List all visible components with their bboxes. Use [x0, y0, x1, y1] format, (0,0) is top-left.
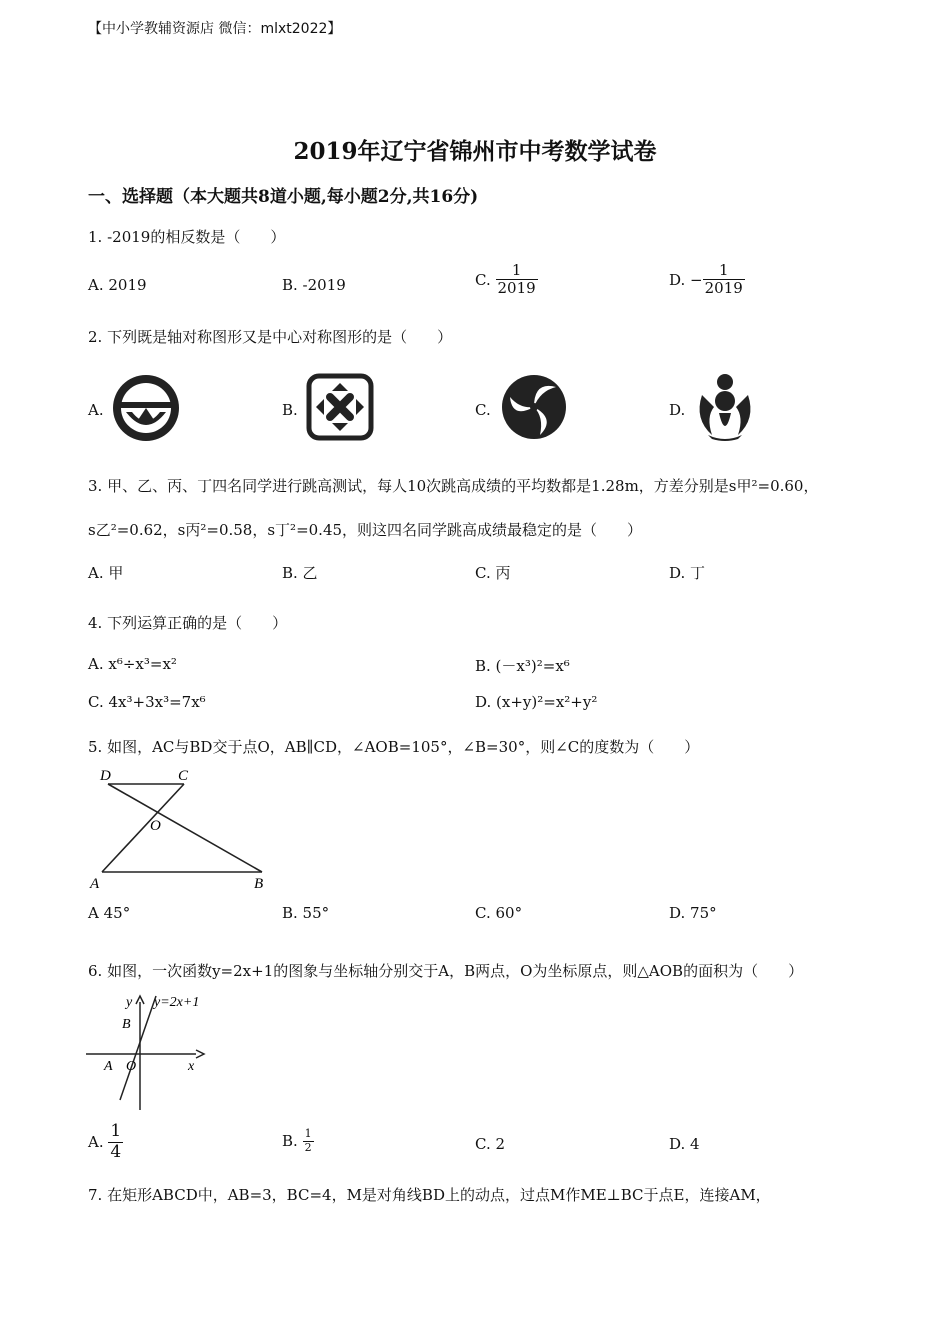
question-1: 1. -2019的相反数是（ ）	[88, 228, 286, 246]
question-6: 6. 如图，一次函数y=2x+1的图象与坐标轴分别交于A，B两点，O为坐标原点，则△AOB的面积为（ ）	[88, 962, 804, 980]
q6-label-o: O	[126, 1059, 137, 1074]
q2-option-d-label: D.	[669, 401, 686, 419]
q6-label-y-axis: y	[126, 995, 133, 1010]
q1-option-c: C. $\frac{1}{2019}$	[475, 261, 536, 298]
q1-option-a: A. 2019	[88, 276, 147, 294]
q6-option-d: D. 4	[669, 1135, 700, 1153]
q6-figure	[84, 990, 214, 1114]
question-5: 5. 如图，AC与BD交于点O，AB∥CD，∠AOB=105°，∠B=30°，则∠C的度数为（ ）	[88, 738, 700, 756]
q5-label-b: B	[254, 876, 264, 892]
q5-figure	[86, 764, 276, 892]
q4-option-c: C. 4x³+3x³=7x⁶	[88, 693, 206, 711]
question-3-line-2: s乙²=0.62，s丙²=0.58，s丁²=0.45，则这四名同学跳高成绩最稳定的是（ ）	[88, 521, 643, 539]
q5-option-a: A 45°	[88, 904, 131, 922]
q3-option-d: D. 丁	[669, 564, 706, 582]
q5-label-a: A	[90, 876, 100, 892]
q5-option-b: B. 55°	[282, 904, 330, 922]
q5-label-c: C	[178, 768, 189, 784]
q3-option-c: C. 丙	[475, 564, 511, 582]
q6-label-b: B	[122, 1017, 131, 1032]
q2-option-c-label: C.	[475, 401, 491, 419]
question-2: 2. 下列既是轴对称图形又是中心对称图形的是（ ）	[88, 328, 453, 346]
q2-figure-b	[306, 373, 374, 441]
q2-figure-d	[692, 373, 758, 443]
page-title: 2019年辽宁省锦州市中考数学试卷	[293, 138, 657, 165]
question-4: 4. 下列运算正确的是（ ）	[88, 614, 288, 632]
q6-label-a: A	[104, 1059, 113, 1074]
q1-option-b: B. -2019	[282, 276, 346, 294]
section-heading: 一、选择题（本大题共8道小题,每小题2分,共16分)	[88, 187, 479, 207]
q2-option-b-label: B.	[282, 401, 298, 419]
q4-option-d: D. (x+y)²=x²+y²	[475, 693, 598, 711]
q3-option-a: A. 甲	[88, 564, 124, 582]
page-header: 【中小学教辅资源店 微信：mlxt2022】	[88, 21, 342, 37]
q6-label-function: y=2x+1	[154, 995, 200, 1010]
q6-label-x-axis: x	[188, 1059, 195, 1074]
q1-option-d: D. − $\frac{1}{2019}$	[669, 261, 743, 298]
q6-option-c: C. 2	[475, 1135, 506, 1153]
q6-option-a: A. $\frac{1}{4}$	[88, 1121, 122, 1162]
q2-figure-c	[500, 373, 568, 441]
question-3-line-1: 3. 甲、乙、丙、丁四名同学进行跳高测试，每人10次跳高成绩的平均数都是1.28m，方差分别是s甲²=0.60，	[88, 477, 819, 495]
q5-label-d: D	[100, 768, 111, 784]
q5-option-c: C. 60°	[475, 904, 523, 922]
q6-option-b: B. $\frac{1}{2}$	[282, 1127, 312, 1154]
q2-figure-a	[110, 372, 182, 444]
q2-option-a-label: A.	[88, 401, 104, 419]
q3-option-b: B. 乙	[282, 564, 318, 582]
q5-option-d: D. 75°	[669, 904, 717, 922]
q5-label-o: O	[150, 818, 161, 834]
question-7: 7. 在矩形ABCD中，AB=3，BC=4，M是对角线BD上的动点，过点M作ME⊥BC于点E，连接AM，	[88, 1186, 771, 1204]
q4-option-a: A. x⁶÷x³=x²	[88, 655, 177, 673]
q4-option-b: B. (－x³)²=x⁶	[475, 657, 570, 675]
